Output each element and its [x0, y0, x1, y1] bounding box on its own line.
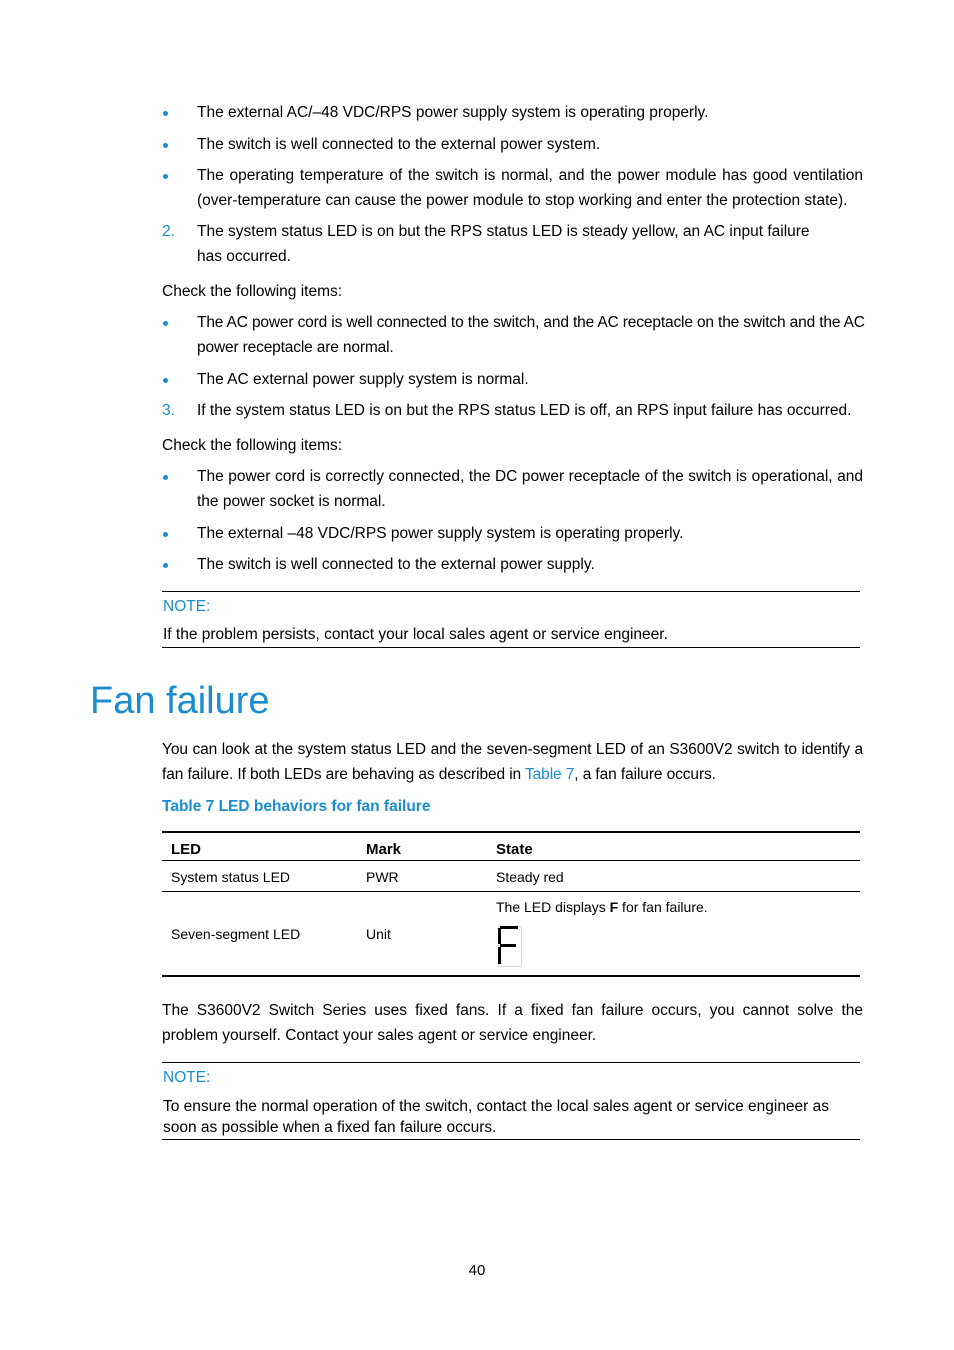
numbered-item-text: If the system status LED is on but the RPS status LED is off, an RPS input failure has occurred.	[197, 402, 852, 419]
table-bottom-rule	[162, 975, 860, 977]
table-7-link[interactable]: Table 7	[525, 766, 575, 783]
note-top-rule	[162, 1062, 860, 1063]
table-cell-mark: PWR	[366, 869, 399, 885]
list-number: 2.	[162, 223, 175, 240]
bullet-icon	[163, 321, 168, 326]
table-header-rule	[162, 860, 860, 861]
list-item: The power cord is correctly connected, the DC power receptacle of the switch is operational, and the power socket is normal.	[197, 468, 863, 510]
paragraph: Check the following items:	[162, 437, 343, 454]
list-item: The switch is well connected to the external power system.	[197, 136, 601, 153]
list-number: 3.	[162, 402, 175, 419]
column-header-mark: Mark	[366, 841, 402, 858]
table-cell-state: Steady red	[496, 869, 564, 885]
note-bottom-rule	[162, 647, 860, 648]
paragraph: Check the following items:	[162, 283, 343, 300]
table-top-rule	[162, 831, 860, 833]
list-item: The AC external power supply system is normal.	[197, 371, 529, 388]
table-cell-led: System status LED	[171, 869, 291, 885]
note-bottom-rule	[162, 1139, 860, 1140]
paragraph: The S3600V2 Switch Series uses fixed fans. If a fixed fan failure occurs, you cannot solve the problem yourself. Contact your sales agent or service engineer.	[162, 1002, 863, 1044]
column-header-state: State	[496, 841, 533, 858]
table-cell-mark: Unit	[366, 926, 391, 942]
list-item: The external –48 VDC/RPS power supply system is operating properly.	[197, 525, 684, 542]
note-label: NOTE:	[163, 598, 211, 615]
list-item: The AC power cord is well connected to the switch, and the AC receptacle on the switch and the AC power receptacle are normal.	[197, 314, 865, 356]
bullet-icon	[163, 378, 168, 383]
section-intro	[162, 737, 863, 787]
note-top-rule	[162, 591, 860, 592]
table-cell-led: Seven-segment LED	[171, 926, 301, 942]
list-item: The external AC/–48 VDC/RPS power supply system is operating properly.	[197, 104, 709, 121]
column-header-led: LED	[171, 841, 201, 858]
bullet-icon	[163, 174, 168, 179]
bullet-icon	[163, 143, 168, 148]
list-item: The operating temperature of the switch is normal, and the power module has good ventilation (over-temperature can cause the power module to stop working and enter the protection state).	[197, 167, 863, 209]
section-title: Fan failure	[90, 680, 270, 722]
bullet-icon	[163, 475, 168, 480]
bullet-icon	[163, 563, 168, 568]
table-row-rule	[162, 891, 860, 892]
list-item: The switch is well connected to the external power supply.	[197, 556, 595, 573]
seven-segment-F-icon	[496, 925, 524, 967]
intro-text-end: , a fan failure occurs.	[574, 766, 716, 783]
bullet-icon	[163, 111, 168, 116]
state-bold-f: F	[609, 899, 619, 915]
bullet-icon	[163, 532, 168, 537]
table-caption: Table 7 LED behaviors for fan failure	[162, 798, 431, 815]
intro-text: You can look at the system status LED and the seven-segment LED of an S3600V2 switch to identify a fan failure. If both LEDs are behaving as described in	[162, 741, 863, 783]
numbered-item-text: The system status LED is on but the RPS status LED is steady yellow, an AC input failure has occurred.	[197, 223, 810, 265]
page-number: 40	[468, 1262, 486, 1279]
note-label: NOTE:	[163, 1069, 211, 1086]
note-text: If the problem persists, contact your local sales agent or service engineer.	[163, 626, 668, 643]
note-text: To ensure the normal operation of the switch, contact the local sales agent or service engineer as soon as possible when a fixed fan failure occurs.	[163, 1098, 830, 1136]
table-cell-state: The LED displays F for fan failure.	[496, 899, 708, 915]
